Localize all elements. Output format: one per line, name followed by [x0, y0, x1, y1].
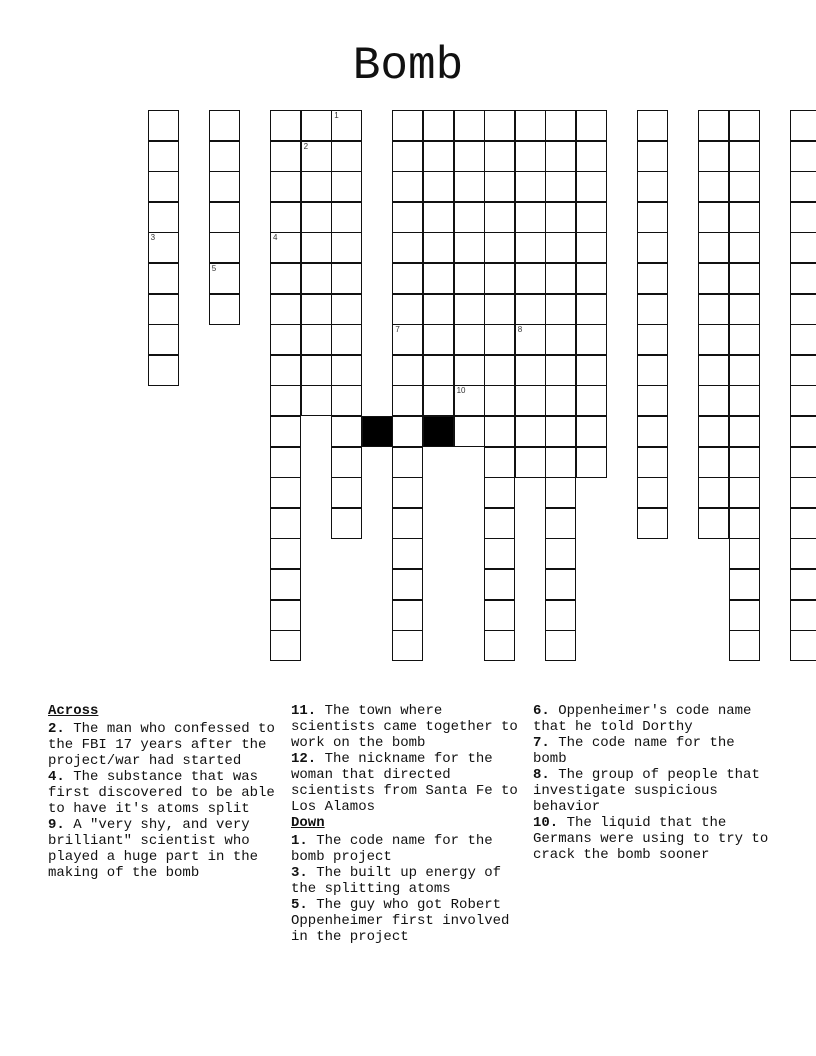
grid-cell[interactable]: [545, 294, 576, 325]
grid-cell[interactable]: [576, 171, 607, 202]
grid-cell[interactable]: [423, 232, 454, 263]
clue-number: 8.: [533, 767, 550, 783]
grid-cell[interactable]: [576, 447, 607, 478]
grid-cell[interactable]: [270, 600, 301, 631]
clue-number-label: 2: [303, 141, 309, 151]
grid-cell[interactable]: [423, 110, 454, 141]
grid-cell[interactable]: [698, 477, 729, 508]
grid-cell[interactable]: [698, 508, 729, 539]
grid-cell[interactable]: [270, 569, 301, 600]
grid-cell[interactable]: [790, 171, 816, 202]
grid-cell[interactable]: [790, 569, 816, 600]
grid-cell[interactable]: [790, 447, 816, 478]
grid-cell[interactable]: [698, 324, 729, 355]
grid-cell[interactable]: [545, 355, 576, 386]
grid-cell[interactable]: [729, 538, 760, 569]
grid-cell[interactable]: [576, 324, 607, 355]
black-cell: [362, 416, 393, 447]
grid-cell[interactable]: [790, 110, 816, 141]
grid-cell[interactable]: [392, 263, 423, 294]
grid-cell[interactable]: [545, 385, 576, 416]
grid-cell[interactable]: [576, 416, 607, 447]
grid-cell[interactable]: [576, 263, 607, 294]
grid-cell[interactable]: [515, 202, 546, 233]
grid-cell[interactable]: [331, 110, 362, 141]
grid-cell[interactable]: [392, 324, 423, 355]
grid-cell[interactable]: [545, 141, 576, 172]
clue-text: The liquid that the Germans were using to try to crack the bomb sooner: [533, 815, 769, 863]
grid-cell[interactable]: [331, 447, 362, 478]
grid-cell[interactable]: [454, 202, 485, 233]
grid-cell[interactable]: [331, 355, 362, 386]
grid-cell[interactable]: [392, 294, 423, 325]
grid-cell[interactable]: [301, 355, 332, 386]
down-clue-10: [533, 815, 773, 863]
grid-cell[interactable]: [637, 416, 668, 447]
grid-cell[interactable]: [729, 355, 760, 386]
grid-cell[interactable]: [545, 538, 576, 569]
grid-cell[interactable]: [484, 232, 515, 263]
grid-cell[interactable]: [392, 538, 423, 569]
across-clue-12: [291, 751, 531, 815]
grid-cell[interactable]: [545, 447, 576, 478]
grid-cell[interactable]: [545, 110, 576, 141]
grid-cell[interactable]: [515, 263, 546, 294]
grid-cell[interactable]: [454, 385, 485, 416]
grid-cell[interactable]: [148, 355, 179, 386]
grid-cell[interactable]: [454, 263, 485, 294]
grid-cell[interactable]: [392, 600, 423, 631]
grid-cell[interactable]: [698, 232, 729, 263]
grid-cell[interactable]: [454, 416, 485, 447]
grid-cell[interactable]: [545, 416, 576, 447]
grid-cell[interactable]: [392, 141, 423, 172]
across-heading: Across: [48, 703, 99, 719]
grid-cell[interactable]: [270, 355, 301, 386]
grid-cell[interactable]: [270, 171, 301, 202]
grid-cell[interactable]: [729, 324, 760, 355]
grid-cell[interactable]: [729, 110, 760, 141]
grid-cell[interactable]: [484, 110, 515, 141]
grid-cell[interactable]: [270, 630, 301, 661]
clue-number: 9.: [48, 817, 65, 833]
grid-cell[interactable]: [148, 294, 179, 325]
grid-cell[interactable]: [301, 141, 332, 172]
grid-cell[interactable]: [331, 202, 362, 233]
clue-number: 3.: [291, 865, 308, 881]
grid-cell[interactable]: [698, 171, 729, 202]
grid-cell[interactable]: [576, 202, 607, 233]
grid-cell[interactable]: [484, 141, 515, 172]
grid-cell[interactable]: [637, 447, 668, 478]
grid-cell[interactable]: [515, 324, 546, 355]
grid-cell[interactable]: [454, 355, 485, 386]
clue-number: 12.: [291, 751, 317, 767]
grid-cell[interactable]: [515, 294, 546, 325]
grid-cell[interactable]: [270, 324, 301, 355]
grid-cell[interactable]: [790, 141, 816, 172]
down-heading: Down: [291, 815, 325, 831]
grid-cell[interactable]: [698, 294, 729, 325]
grid-cell[interactable]: [576, 355, 607, 386]
grid-cell[interactable]: [637, 508, 668, 539]
grid-cell[interactable]: [729, 232, 760, 263]
puzzle-title: Bomb: [352, 40, 464, 92]
grid-cell[interactable]: [637, 171, 668, 202]
grid-cell[interactable]: [484, 294, 515, 325]
grid-cell[interactable]: [423, 385, 454, 416]
clue-text: The built up energy of the splitting atoms: [291, 865, 502, 897]
grid-cell[interactable]: [790, 508, 816, 539]
grid-cell[interactable]: [454, 141, 485, 172]
grid-cell[interactable]: [209, 232, 240, 263]
grid-cell[interactable]: [637, 294, 668, 325]
down-clue-7: [533, 735, 773, 767]
grid-cell[interactable]: [484, 630, 515, 661]
grid-cell[interactable]: [454, 232, 485, 263]
grid-cell[interactable]: [392, 630, 423, 661]
clue-text: The man who confessed to the FBI 17 years after the project/war had started: [48, 721, 275, 769]
grid-cell[interactable]: [729, 294, 760, 325]
grid-cell[interactable]: [423, 202, 454, 233]
grid-cell[interactable]: [270, 416, 301, 447]
black-cell: [423, 416, 454, 447]
down-clue-3: [291, 865, 531, 897]
across-clue-2: [48, 721, 280, 769]
grid-cell[interactable]: [790, 324, 816, 355]
grid-cell[interactable]: [729, 385, 760, 416]
grid-cell[interactable]: [209, 141, 240, 172]
grid-cell[interactable]: [270, 263, 301, 294]
grid-cell[interactable]: [209, 294, 240, 325]
grid-cell[interactable]: [729, 600, 760, 631]
grid-cell[interactable]: [270, 141, 301, 172]
grid-cell[interactable]: [729, 141, 760, 172]
grid-cell[interactable]: [637, 202, 668, 233]
grid-cell[interactable]: [484, 508, 515, 539]
grid-cell[interactable]: [392, 232, 423, 263]
grid-cell[interactable]: [270, 110, 301, 141]
grid-cell[interactable]: [331, 477, 362, 508]
grid-cell[interactable]: [515, 171, 546, 202]
grid-cell[interactable]: [698, 416, 729, 447]
grid-cell[interactable]: [729, 202, 760, 233]
grid-cell[interactable]: [729, 477, 760, 508]
clue-column-1: [48, 703, 280, 881]
grid-cell[interactable]: [392, 569, 423, 600]
grid-cell[interactable]: [301, 171, 332, 202]
grid-cell[interactable]: [729, 630, 760, 661]
across-clue-11: [291, 703, 531, 751]
grid-cell[interactable]: [484, 355, 515, 386]
grid-cell[interactable]: [576, 294, 607, 325]
grid-cell[interactable]: [392, 385, 423, 416]
grid-cell[interactable]: [637, 324, 668, 355]
clue-text: The guy who got Robert Oppenheimer first involved in the project: [291, 897, 510, 945]
clue-number: 7.: [533, 735, 550, 751]
grid-cell[interactable]: [423, 263, 454, 294]
clue-text: Oppenheimer's code name that he told Dorthy: [533, 703, 752, 735]
grid-cell[interactable]: [423, 324, 454, 355]
grid-cell[interactable]: [209, 171, 240, 202]
clue-number-label: 5: [211, 264, 217, 273]
grid-cell[interactable]: [301, 263, 332, 294]
clue-column-2: [291, 703, 531, 945]
grid-cell[interactable]: [729, 416, 760, 447]
grid-cell[interactable]: [545, 630, 576, 661]
grid-cell[interactable]: [148, 263, 179, 294]
grid-cell[interactable]: [270, 202, 301, 233]
clue-number: 10.: [533, 815, 559, 831]
grid-cell[interactable]: [637, 110, 668, 141]
clue-text: The code name for the bomb: [533, 735, 735, 767]
grid-cell[interactable]: [209, 202, 240, 233]
grid-cell[interactable]: [484, 385, 515, 416]
grid-cell[interactable]: [790, 232, 816, 263]
grid-cell[interactable]: [729, 263, 760, 294]
grid-cell[interactable]: [423, 171, 454, 202]
grid-cell[interactable]: [729, 447, 760, 478]
grid-cell[interactable]: [576, 110, 607, 141]
grid-cell[interactable]: [637, 263, 668, 294]
grid-cell[interactable]: [729, 171, 760, 202]
grid-cell[interactable]: [423, 355, 454, 386]
grid-cell[interactable]: [392, 110, 423, 141]
grid-cell[interactable]: [331, 416, 362, 447]
grid-cell[interactable]: [301, 294, 332, 325]
grid-cell[interactable]: [148, 232, 179, 263]
grid-cell[interactable]: [790, 630, 816, 661]
grid-cell[interactable]: [331, 294, 362, 325]
clue-number: 4.: [48, 769, 65, 785]
clue-number: 5.: [291, 897, 308, 913]
grid-cell[interactable]: [698, 110, 729, 141]
clue-number-label: 10: [456, 386, 466, 396]
grid-cell[interactable]: [301, 324, 332, 355]
grid-cell[interactable]: [515, 141, 546, 172]
grid-cell[interactable]: [515, 232, 546, 263]
grid-cell[interactable]: [545, 202, 576, 233]
grid-cell[interactable]: [484, 600, 515, 631]
grid-cell[interactable]: [148, 141, 179, 172]
grid-cell[interactable]: [209, 110, 240, 141]
clue-text: The code name for the bomb project: [291, 833, 493, 865]
grid-cell[interactable]: [454, 294, 485, 325]
grid-cell[interactable]: [270, 447, 301, 478]
grid-cell[interactable]: [790, 385, 816, 416]
grid-cell[interactable]: [515, 416, 546, 447]
grid-cell[interactable]: [148, 110, 179, 141]
across-clue-9: [48, 817, 280, 881]
grid-cell[interactable]: [484, 202, 515, 233]
grid-cell[interactable]: [484, 171, 515, 202]
grid-cell[interactable]: [454, 324, 485, 355]
grid-cell[interactable]: [301, 202, 332, 233]
grid-cell[interactable]: [148, 171, 179, 202]
grid-cell[interactable]: [331, 263, 362, 294]
down-clue-1: [291, 833, 531, 865]
grid-cell[interactable]: [270, 477, 301, 508]
grid-cell[interactable]: [545, 171, 576, 202]
grid-cell[interactable]: [790, 355, 816, 386]
grid-cell[interactable]: [148, 202, 179, 233]
clue-number: 11.: [291, 703, 317, 719]
grid-cell[interactable]: [545, 508, 576, 539]
grid-cell[interactable]: [331, 141, 362, 172]
clue-number-label: 4: [273, 233, 278, 243]
down-clue-6: [533, 703, 773, 735]
clue-number: 2.: [48, 721, 65, 737]
grid-cell[interactable]: [545, 477, 576, 508]
grid-cell[interactable]: [698, 141, 729, 172]
clue-text: The group of people that investigate suspicious behavior: [533, 767, 760, 815]
grid-cell[interactable]: [484, 538, 515, 569]
clue-text: The town where scientists came together to work on the bomb: [291, 703, 518, 751]
grid-cell[interactable]: [331, 171, 362, 202]
grid-cell[interactable]: [392, 171, 423, 202]
across-clue-4: [48, 769, 280, 817]
down-clue-5: [291, 897, 531, 945]
grid-cell[interactable]: [392, 416, 423, 447]
grid-cell[interactable]: [576, 141, 607, 172]
clue-column-3: [533, 703, 773, 863]
grid-cell[interactable]: [331, 232, 362, 263]
clue-number-label: 8: [517, 325, 523, 335]
grid-cell[interactable]: [637, 385, 668, 416]
grid-cell[interactable]: [331, 385, 362, 416]
grid-cell[interactable]: [331, 324, 362, 355]
clue-text: A "very shy, and very brilliant" scientist who played a huge part in the making of the bomb: [48, 817, 259, 881]
down-clue-8: [533, 767, 773, 815]
grid-cell[interactable]: [392, 202, 423, 233]
grid-cell[interactable]: [790, 263, 816, 294]
grid-cell[interactable]: [270, 294, 301, 325]
grid-cell[interactable]: [790, 477, 816, 508]
grid-cell[interactable]: [545, 600, 576, 631]
grid-cell[interactable]: [484, 569, 515, 600]
grid-cell[interactable]: [698, 447, 729, 478]
grid-cell[interactable]: [148, 324, 179, 355]
grid-cell[interactable]: [637, 355, 668, 386]
grid-cell[interactable]: [576, 232, 607, 263]
grid-cell[interactable]: [484, 416, 515, 447]
grid-cell[interactable]: [790, 294, 816, 325]
grid-cell[interactable]: [301, 110, 332, 141]
grid-cell[interactable]: [637, 141, 668, 172]
grid-cell[interactable]: [790, 538, 816, 569]
grid-cell[interactable]: [515, 385, 546, 416]
grid-cell[interactable]: [545, 263, 576, 294]
grid-cell[interactable]: [484, 324, 515, 355]
grid-cell[interactable]: [790, 600, 816, 631]
grid-cell[interactable]: [515, 110, 546, 141]
grid-cell[interactable]: [423, 141, 454, 172]
grid-cell[interactable]: [331, 508, 362, 539]
grid-cell[interactable]: [790, 416, 816, 447]
grid-cell[interactable]: [698, 385, 729, 416]
grid-cell[interactable]: [515, 355, 546, 386]
grid-cell[interactable]: [209, 263, 240, 294]
grid-cell[interactable]: [270, 385, 301, 416]
grid-cell[interactable]: [484, 263, 515, 294]
grid-cell[interactable]: [454, 110, 485, 141]
clue-number: 1.: [291, 833, 308, 849]
grid-cell[interactable]: [729, 508, 760, 539]
grid-cell[interactable]: [698, 202, 729, 233]
grid-cell[interactable]: [515, 447, 546, 478]
grid-cell[interactable]: [392, 447, 423, 478]
grid-cell[interactable]: [454, 171, 485, 202]
grid-cell[interactable]: [484, 447, 515, 478]
grid-cell[interactable]: [301, 232, 332, 263]
clue-text: The substance that was first discovered to be able to have it's atoms split: [48, 769, 275, 817]
clue-text: The nickname for the woman that directed scientists from Santa Fe to Los Alamos: [291, 751, 518, 815]
grid-cell[interactable]: [545, 324, 576, 355]
grid-cell[interactable]: [790, 202, 816, 233]
clue-number-label: 1: [334, 111, 339, 120]
grid-cell[interactable]: [729, 569, 760, 600]
clue-number-label: 3: [150, 233, 156, 243]
grid-cell[interactable]: [423, 294, 454, 325]
grid-cell[interactable]: [301, 385, 332, 416]
clue-number-label: 7: [395, 325, 400, 335]
grid-cell[interactable]: [484, 477, 515, 508]
grid-cell[interactable]: [637, 232, 668, 263]
grid-cell[interactable]: [698, 355, 729, 386]
grid-cell[interactable]: [270, 232, 301, 263]
grid-cell[interactable]: [392, 477, 423, 508]
clue-number: 6.: [533, 703, 550, 719]
grid-cell[interactable]: [698, 263, 729, 294]
grid-cell[interactable]: [392, 355, 423, 386]
grid-cell[interactable]: [392, 508, 423, 539]
grid-cell[interactable]: [576, 385, 607, 416]
grid-cell[interactable]: [637, 477, 668, 508]
grid-cell[interactable]: [270, 538, 301, 569]
grid-cell[interactable]: [270, 508, 301, 539]
grid-cell[interactable]: [545, 232, 576, 263]
grid-cell[interactable]: [545, 569, 576, 600]
